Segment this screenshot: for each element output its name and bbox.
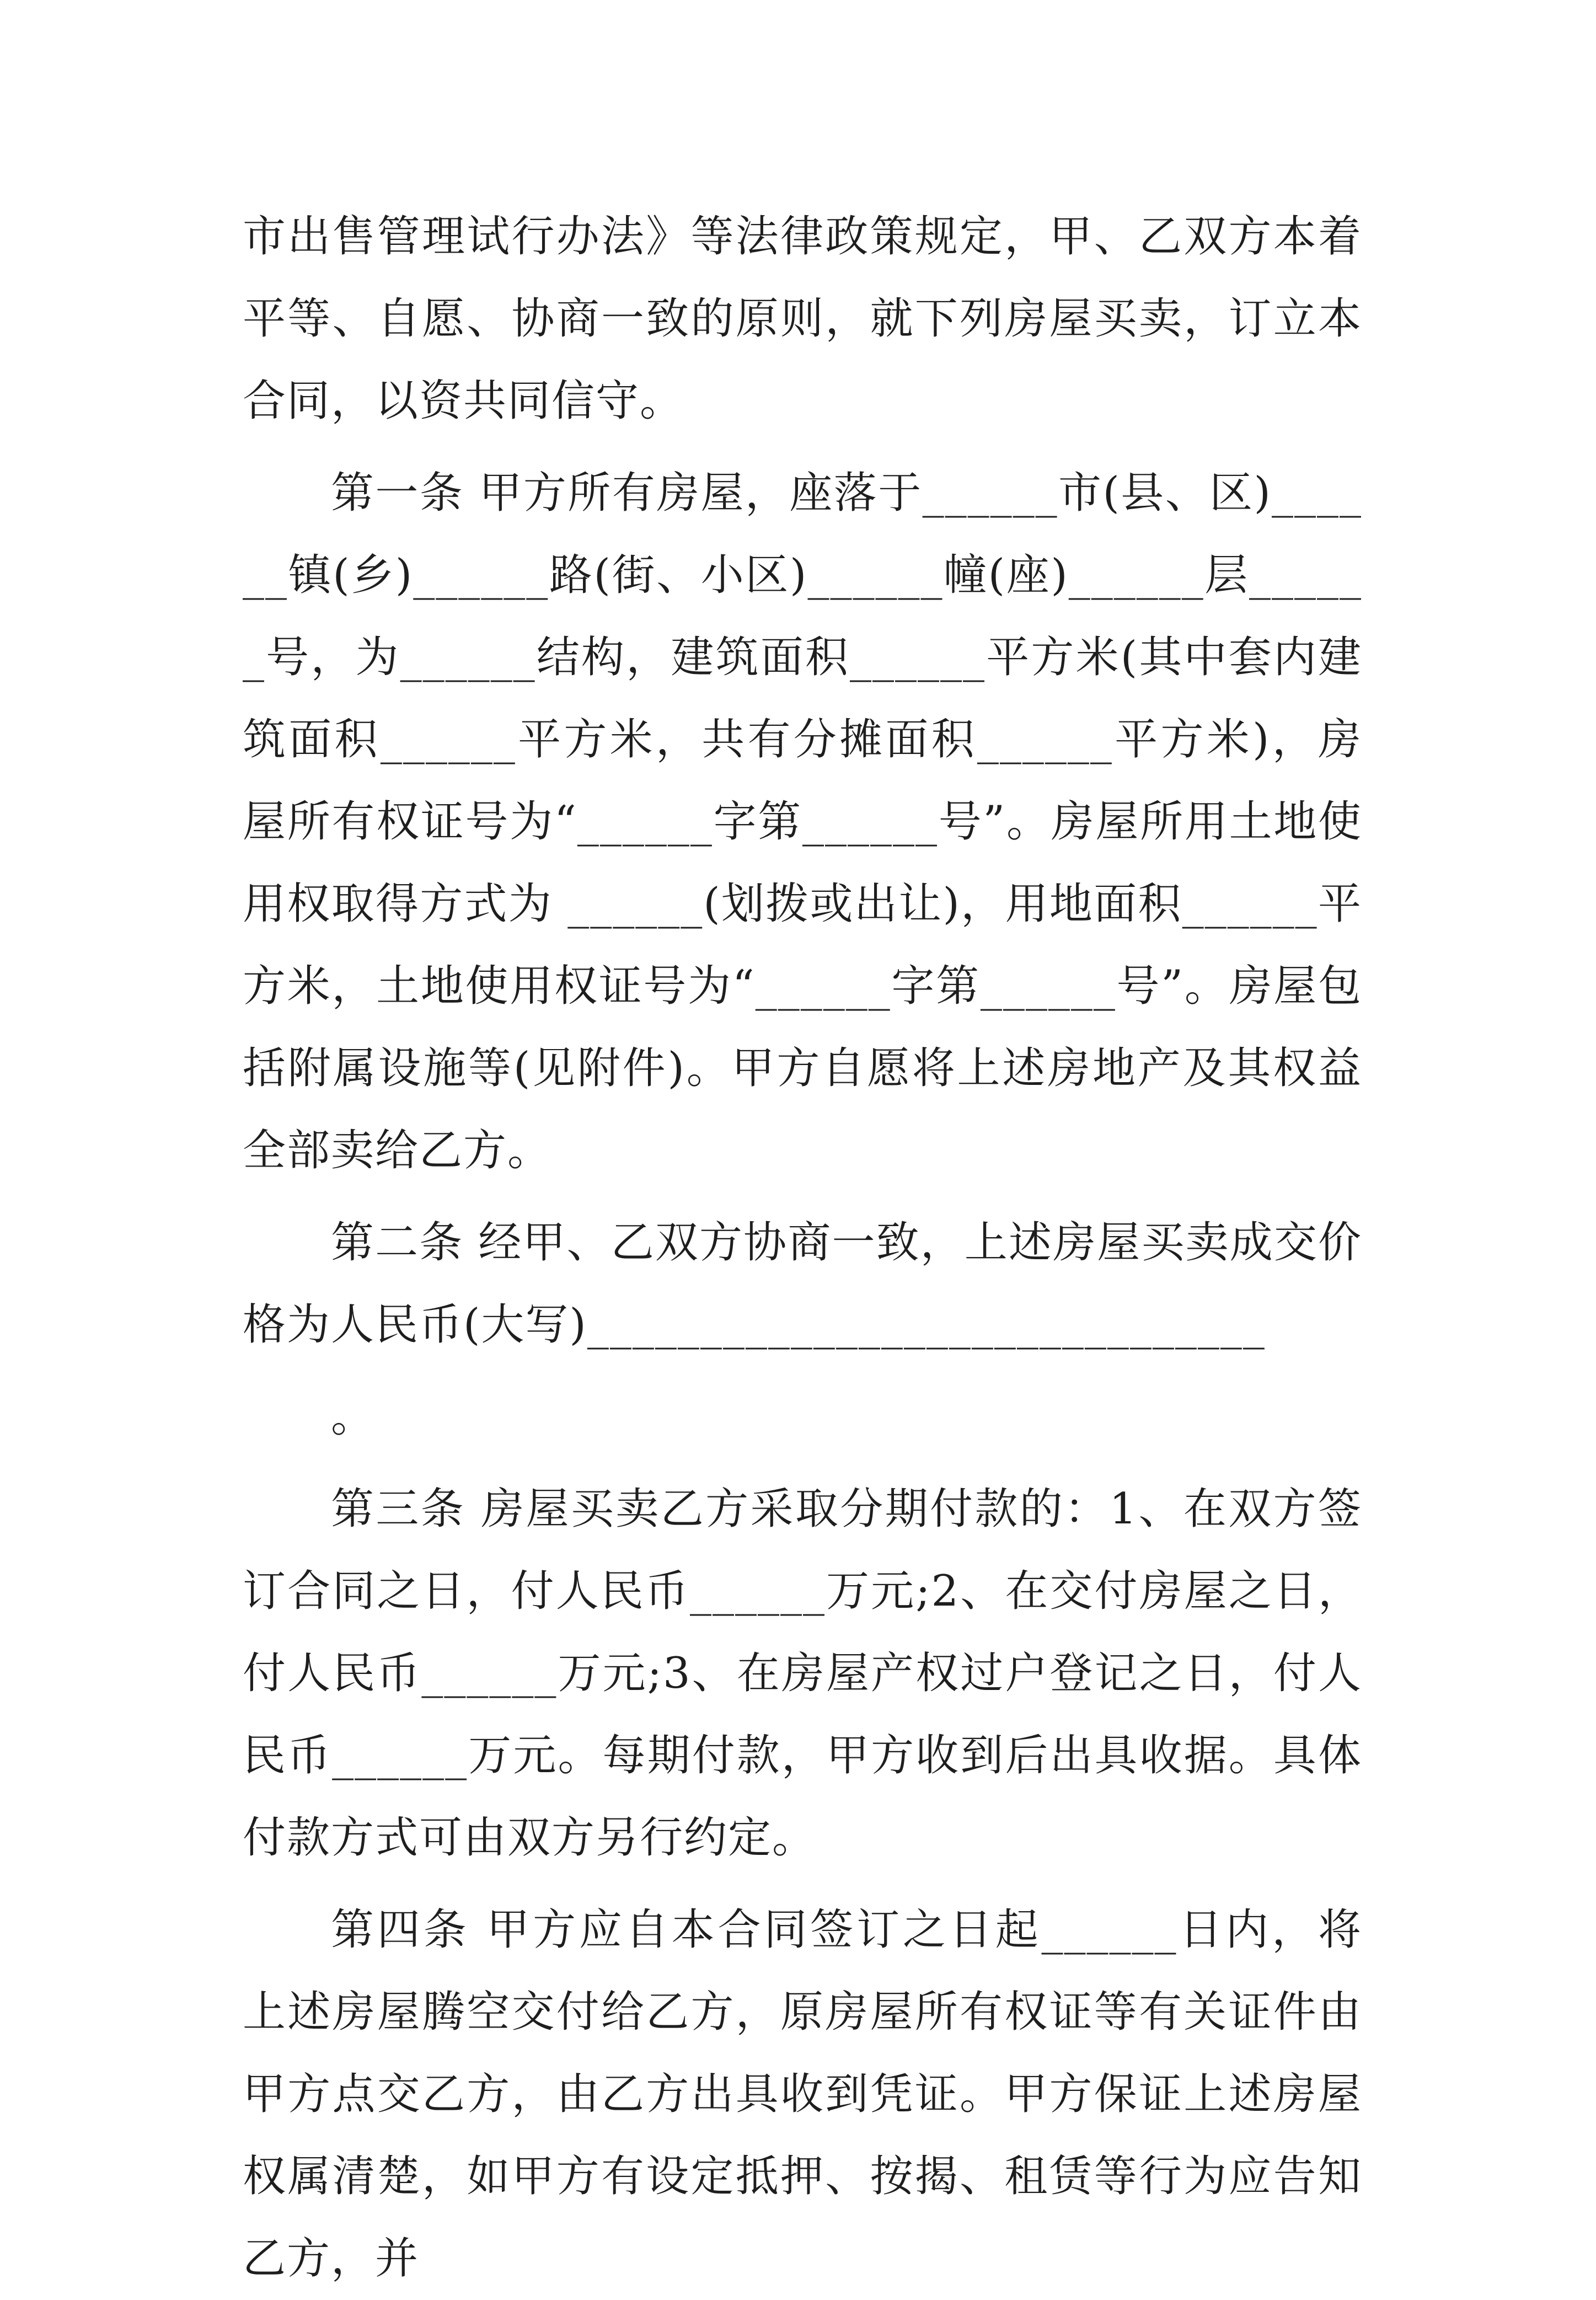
paragraph-article-2: 第二条 经甲、乙双方协商一致，上述房屋买卖成交价格为人民币(大写)______________________________ — [243, 1218, 1362, 1350]
paragraph-article-1: 第一条 甲方所有房屋，座落于______市(县、区)______镇(乡)______路(街、小区)______幢(座)______层______号，为______结构，建筑面积______平方米(其中套内建筑面积______平方米，共有分摊面积______平方米)，房屋所有权证号为“______字第______号”。房屋所用土地使用权取得方式为 ______(划拨或出让)，用地面积______平方米，土地使用权证号为“______字第______号”。房屋包括附属设施等(见附件)。甲方自愿将上述房地产及其权益全部卖给乙方。 — [243, 468, 1362, 1175]
contract-body — [243, 196, 1362, 2300]
paragraph-article-2-period: 。 — [331, 1392, 376, 1442]
paragraph-article-4: 第四条 甲方应自本合同签订之日起______日内，将上述房屋腾空交付给乙方，原房屋所有权证等有关证件由甲方点交乙方，由乙方出具收到凭证。甲方保证上述房屋权属清楚，如甲方有设定抵押、按揭、租赁等行为应告知乙方，并 — [243, 1905, 1362, 2283]
paragraph-article-3: 第三条 房屋买卖乙方采取分期付款的：1、在双方签订合同之日，付人民币______万元;2、在交付房屋之日，付人民币______万元;3、在房屋产权过户登记之日，付人民币______万元。每期付款，甲方收到后出具收据。具体付款方式可由双方另行约定。 — [243, 1484, 1362, 1863]
paragraph-preamble-continued: 市出售管理试行办法》等法律政策规定，甲、乙双方本着平等、自愿、协商一致的原则，就下列房屋买卖，订立本合同，以资共同信守。 — [243, 212, 1362, 426]
